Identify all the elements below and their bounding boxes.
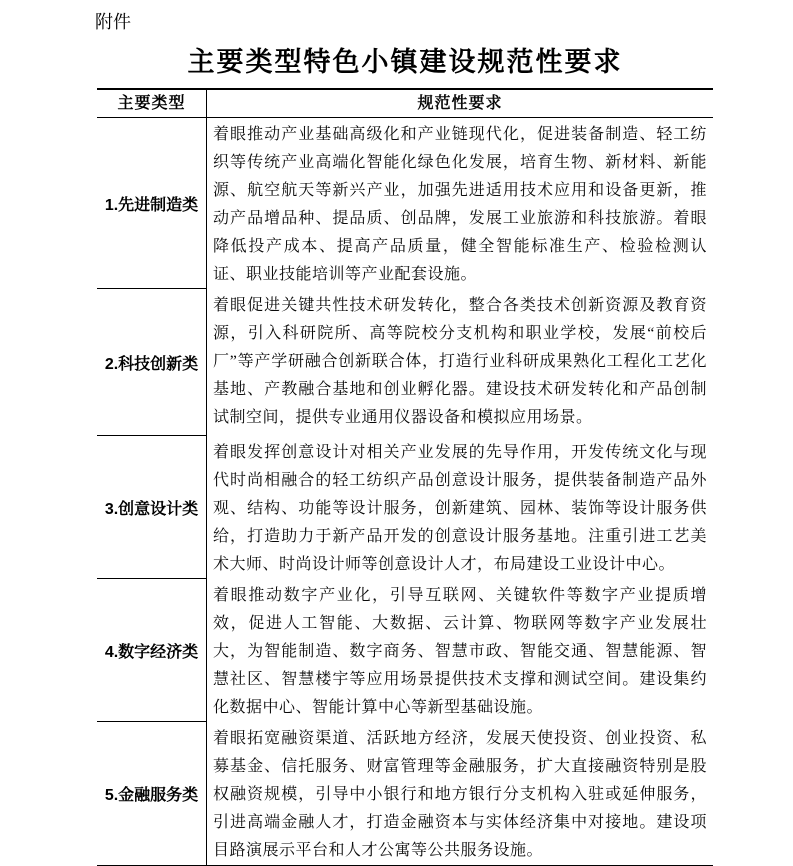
document-title: 主要类型特色小镇建设规范性要求: [187, 47, 623, 77]
table-header-row: [97, 90, 713, 118]
category-cell: 5.金融服务类: [97, 722, 207, 865]
column-header-normative-requirement: 规范性要求: [417, 94, 503, 112]
requirement-cell: 着眼拓宽融资渠道、活跃地方经济，发展天使投资、创业投资、私募基金、信托服务、财富管理等金融服务，扩大直接融资特别是股权融资规模，引导中小银行和地方银行分支机构入驻或延伸服务，引进高端金融人才，打造金融资本与实体经济集中对接地。建设项目路演展示平台和人才公寓等公共服务设施。: [213, 730, 707, 859]
requirement-cell: 着眼促进关键共性技术研发转化，整合各类技术创新资源及教育资源，引入科研院所、高等院校分支机构和职业学校，发展“前校后厂”等产学研融合创新联合体，打造行业科研成果熟化工程化工艺化基地、产教融合基地和创业孵化器。建设技术研发转化和产品创制试制空间，提供专业通用仪器设备和模拟应用场景。: [213, 297, 707, 426]
category-cell: 1.先进制造类: [97, 118, 207, 289]
table-row-advanced-manufacturing: [97, 118, 713, 289]
column-header-main-type: 主要类型: [97, 90, 207, 117]
table-row-science-innovation: [97, 289, 713, 436]
requirement-cell: 着眼推动产业基础高级化和产业链现代化，促进装备制造、轻工纺织等传统产业高端化智能化绿色化发展，培育生物、新材料、新能源、航空航天等新兴产业，加强先进适用技术应用和设备更新，推动产品增品种、提品质、创品牌，发展工业旅游和科技旅游。着眼降低投产成本、提高产品质量，健全智能标准生产、检验检测认证、职业技能培训等产业配套设施。: [213, 126, 707, 283]
requirement-cell: 着眼发挥创意设计对相关产业发展的先导作用，开发传统文化与现代时尚相融合的轻工纺织产品创意设计服务，提供装备制造产品外观、结构、功能等设计服务，创新建筑、园林、装饰等设计服务供给，打造助力于新产品开发的创意设计服务基地。注重引进工艺美术大师、时尚设计师等创意设计人才，布局建设工业设计中心。: [213, 444, 707, 573]
category-cell: 2.科技创新类: [97, 289, 207, 436]
requirements-table: [97, 88, 713, 866]
category-cell: 3.创意设计类: [97, 436, 207, 579]
table-row-creative-design: [97, 436, 713, 579]
category-cell: 4.数字经济类: [97, 579, 207, 722]
table-row-financial-services: [97, 722, 713, 865]
table-row-digital-economy: [97, 579, 713, 722]
attachment-label: 附件: [95, 12, 131, 32]
requirement-cell: 着眼推动数字产业化，引导互联网、关键软件等数字产业提质增效，促进人工智能、大数据、云计算、物联网等数字产业发展壮大，为智能制造、数字商务、智慧市政、智能交通、智慧能源、智慧社区、智慧楼宇等应用场景提供技术支撑和测试空间。建设集约化数据中心、智能计算中心等新型基础设施。: [213, 587, 707, 716]
